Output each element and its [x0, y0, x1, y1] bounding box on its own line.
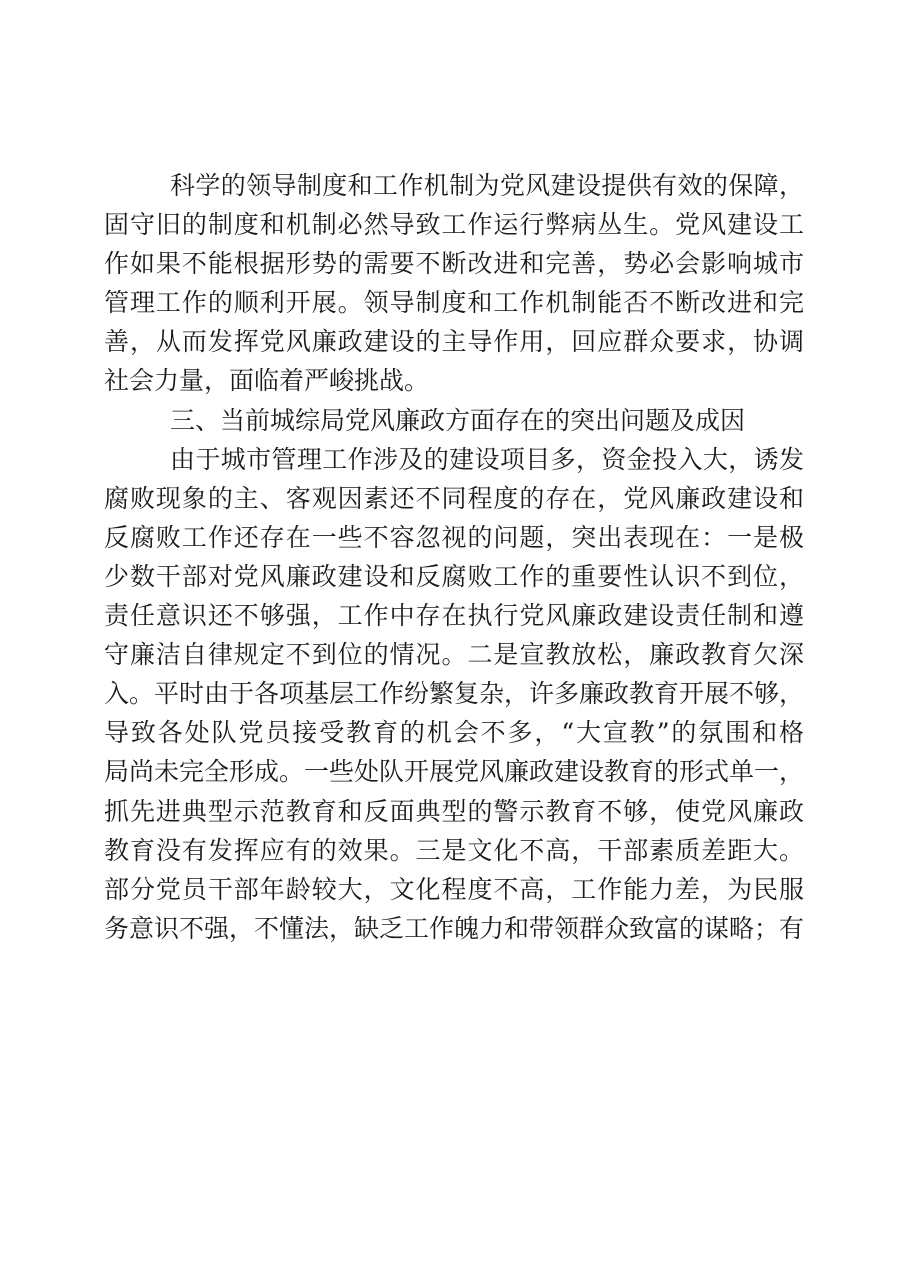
- document-body: [104, 166, 804, 948]
- text-line: 由于城市管理工作涉及的建设项目多，资金投入大，诱发: [170, 444, 804, 474]
- text-line: 管理工作的顺利开展。领导制度和工作机制能否不断改进和完: [104, 288, 804, 318]
- text-line: 科学的领导制度和工作机制为党风建设提供有效的保障，: [170, 171, 804, 200]
- text-line: 部分党员干部年龄较大，文化程度不高，工作能力差，为民服: [104, 874, 804, 904]
- text-line: 少数干部对党风廉政建设和反腐败工作的重要性认识不到位，: [104, 561, 804, 591]
- text-line: 务意识不强，不懂法，缺乏工作魄力和带领群众致富的谋略；有: [104, 913, 805, 943]
- section-heading: 三、当前城综局党风廉政方面存在的突出问题及成因: [170, 405, 746, 435]
- text-line: 反腐败工作还存在一些不容忽视的问题，突出表现在：一是极: [104, 522, 804, 552]
- text-line: 守廉洁自律规定不到位的情况。二是宣教放松，廉政教育欠深: [104, 640, 804, 670]
- text-line: 导致各处队党员接受教育的机会不多，“大宣教”的氛围和格: [104, 718, 804, 748]
- text-line: 抓先进典型示范教育和反面典型的警示教育不够，使党风廉政: [104, 796, 804, 826]
- text-line: 社会力量，面临着严峻挑战。: [104, 366, 430, 396]
- text-line: 教育没有发挥应有的效果。三是文化不高，干部素质差距大。: [104, 835, 804, 865]
- text-line: 腐败现象的主、客观因素还不同程度的存在，党风廉政建设和: [104, 483, 804, 513]
- text-line: 入。平时由于各项基层工作纷繁复杂，许多廉政教育开展不够，: [104, 679, 805, 709]
- text-line: 作如果不能根据形势的需要不断改进和完善，势必会影响城市: [104, 249, 804, 279]
- text-line: 局尚未完全形成。一些处队开展党风廉政建设教育的形式单一，: [104, 757, 805, 787]
- text-line: 责任意识还不够强，工作中存在执行党风廉政建设责任制和遵: [104, 601, 804, 631]
- text-line: 固守旧的制度和机制必然导致工作运行弊病丛生。党风建设工: [104, 210, 804, 240]
- text-line: 善，从而发挥党风廉政建设的主导作用，回应群众要求，协调: [104, 327, 804, 357]
